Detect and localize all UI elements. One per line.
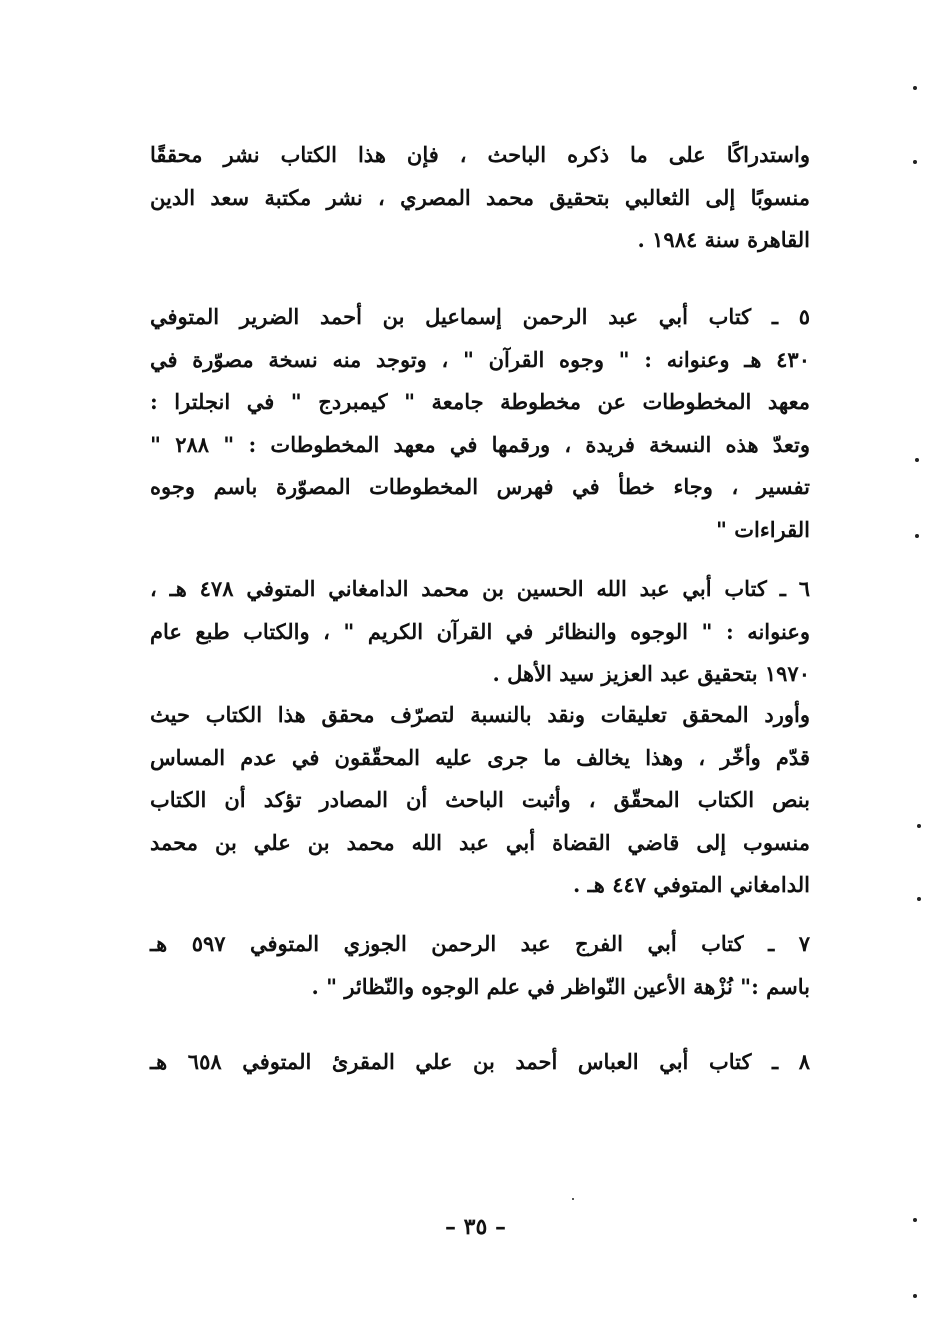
text-line: ٥ ـ كتاب أبي عبد الرحمن إسماعيل بن أحمد الضرير المتوفي xyxy=(150,304,810,329)
paragraph-4 xyxy=(150,694,810,907)
text-line: واستدراكًا على ما ذكره الباحث ، فإن هذا الكتاب نشر محققًا xyxy=(150,142,810,167)
text-line: بنص الكتاب المحقّق ، وأثبت الباحث أن المصادر تؤكد أن الكتاب xyxy=(150,787,810,812)
text-line: ٤٣٠ هـ وعنوانه : " وجوه القرآن " ، وتوجد منه نسخة مصوّرة في xyxy=(150,346,810,372)
text-line: ٦ ـ كتاب أبي عبد الله الحسين بن محمد الدامغاني المتوفي ٤٧٨ هـ ، xyxy=(150,576,810,601)
scan-speck xyxy=(913,1218,917,1222)
paragraph-5 xyxy=(150,923,810,1008)
paragraph-3 xyxy=(150,568,810,696)
text-line: تفسير ، وجاء خطأ في فهرس المخطوطات المصوّرة باسم وجوه xyxy=(150,474,810,499)
text-line: وأورد المحقق تعليقات ونقد بالنسبة لتصرّف محقق هذا الكتاب حيث xyxy=(150,702,810,727)
scan-speck xyxy=(917,824,921,828)
scan-speck xyxy=(913,1294,917,1298)
text-line: ٨ ـ كتاب أبي العباس أحمد بن علي المقرئ المتوفي ٦٥٨ هـ xyxy=(150,1049,810,1074)
scan-speck xyxy=(572,1198,574,1200)
text-line: وتعدّ هذه النسخة فريدة ، ورقمها في معهد المخطوطات : " ٢٨٨ " xyxy=(150,431,810,457)
text-line: باسم :" نُزْهة الأعين النّواظر في علم الوجوه والنّظائر " . xyxy=(311,973,810,999)
scan-speck xyxy=(915,534,919,538)
paragraph-6 xyxy=(150,1041,810,1084)
scan-speck xyxy=(915,458,919,462)
text-line: ١٩٧٠ بتحقيق عبد العزيز سيد الأهل . xyxy=(492,661,810,686)
scan-speck xyxy=(913,160,917,164)
scan-speck xyxy=(913,86,917,90)
text-line: ٧ ـ كتاب أبي الفرج عبد الرحمن الجوزي المتوفي ٥٩٧ هـ xyxy=(150,931,810,956)
text-line: قدّم وأخّر ، وهذا يخالف ما جرى عليه المحقّقون في عدم المساس xyxy=(150,744,810,770)
scan-speck xyxy=(917,897,921,901)
page-number: – ٣٥ – xyxy=(445,1214,506,1240)
text-line: القاهرة سنة ١٩٨٤ . xyxy=(637,227,810,252)
text-line: منسوب إلى قاضي القضاة أبي عبد الله محمد بن علي بن محمد xyxy=(150,829,810,855)
text-line: منسوبًا إلى الثعالبي بتحقيق محمد المصري ، نشر مكتبة سعد الدين xyxy=(150,184,810,210)
text-line: وعنوانه : " الوجوه والنظائر في القرآن الكريم " ، والكتاب طبع عام xyxy=(150,618,810,644)
text-line: الدامغاني المتوفي ٤٤٧ هـ . xyxy=(573,872,810,897)
text-line: معهد المخطوطات عن مخطوطة جامعة " كيمبردج " في انجلترا : xyxy=(150,389,810,414)
paragraph-1 xyxy=(150,134,810,262)
text-line: القراءات " xyxy=(715,516,810,542)
paragraph-2 xyxy=(150,296,810,551)
